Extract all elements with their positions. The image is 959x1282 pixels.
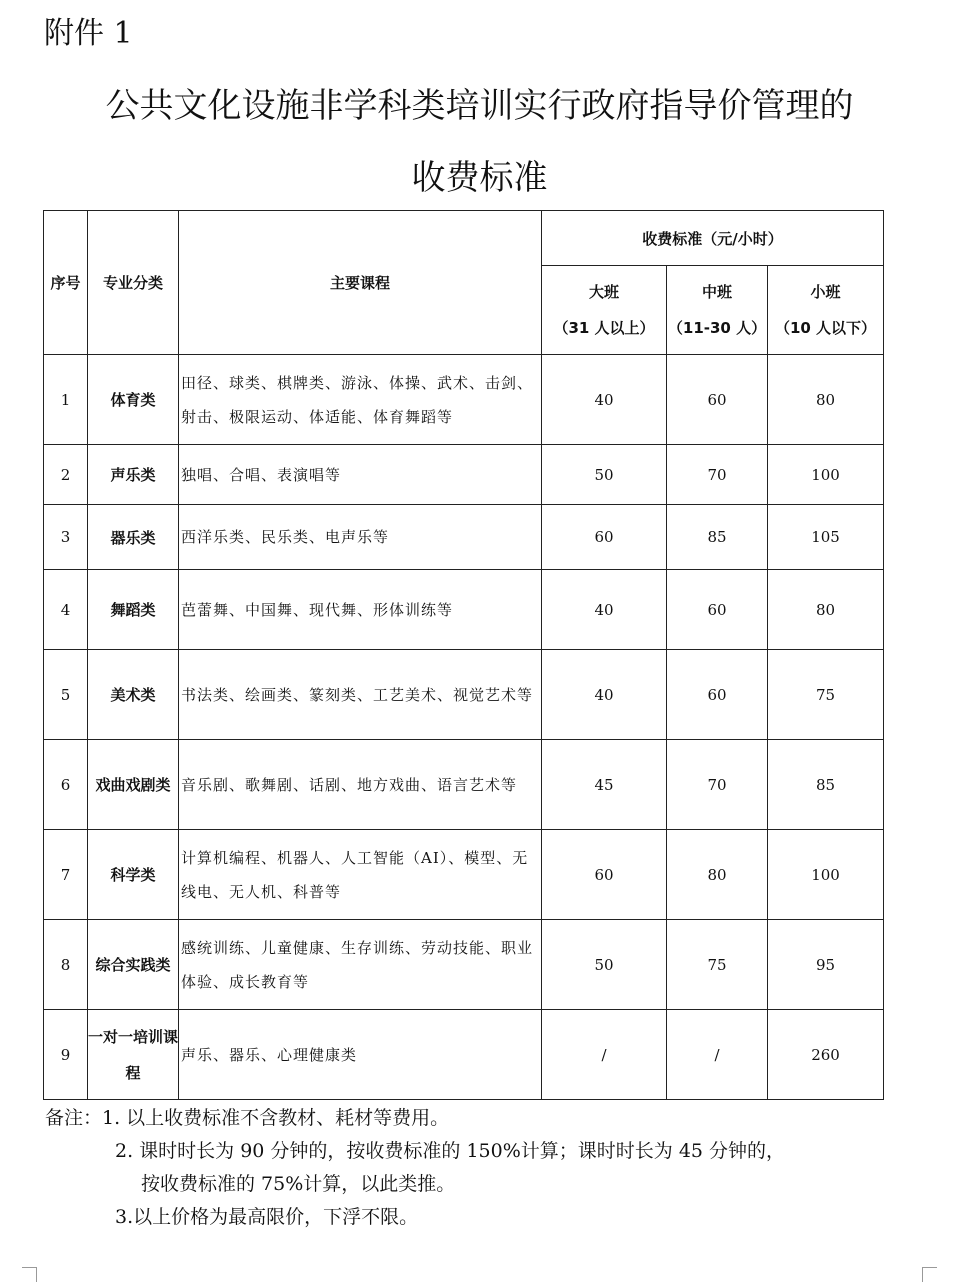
note-3: 3.以上价格为最高限价，下浮不限。 <box>115 1206 419 1228</box>
header-fee-group: 收费标准（元/小时） <box>542 211 884 266</box>
row-medium-fee: 60 <box>667 650 768 740</box>
row-large-fee: 40 <box>542 355 667 445</box>
row-medium-fee: 60 <box>667 570 768 650</box>
table-row <box>44 920 884 1010</box>
row-small-fee: 80 <box>768 355 884 445</box>
large-class-label: 大班 <box>588 283 619 301</box>
row-medium-fee: / <box>667 1010 768 1100</box>
row-seq: 1 <box>44 355 88 445</box>
page-corner-mark-left <box>22 1267 37 1282</box>
page-corner-mark-right <box>922 1267 937 1282</box>
row-medium-fee: 85 <box>667 505 768 570</box>
document-title-line1: 公共文化设施非学科类培训实行政府指导价管理的 <box>105 86 854 126</box>
large-class-note: （31 人以上） <box>553 319 655 337</box>
row-small-fee: 95 <box>768 920 884 1010</box>
row-category: 一对一培训课程 <box>88 1010 179 1100</box>
row-courses: 书法类、绘画类、篆刻类、工艺美术、视觉艺术等 <box>179 650 542 740</box>
row-courses: 田径、球类、棋牌类、游泳、体操、武术、击剑、射击、极限运动、体适能、体育舞蹈等 <box>179 355 542 445</box>
row-seq: 9 <box>44 1010 88 1100</box>
table-row <box>44 355 884 445</box>
notes-label: 备注： <box>45 1107 103 1129</box>
row-category: 综合实践类 <box>88 920 179 1010</box>
row-category: 体育类 <box>88 355 179 445</box>
header-large-class <box>542 266 667 355</box>
table-row <box>44 570 884 650</box>
row-small-fee: 80 <box>768 570 884 650</box>
row-courses: 声乐、器乐、心理健康类 <box>179 1010 542 1100</box>
row-category: 戏曲戏剧类 <box>88 740 179 830</box>
row-large-fee: 60 <box>542 830 667 920</box>
row-small-fee: 105 <box>768 505 884 570</box>
row-large-fee: 40 <box>542 570 667 650</box>
table-row <box>44 740 884 830</box>
row-courses: 西洋乐类、民乐类、电声乐等 <box>179 505 542 570</box>
note-1: 1. 以上收费标准不含教材、耗材等费用。 <box>102 1107 450 1129</box>
row-small-fee: 100 <box>768 445 884 505</box>
row-medium-fee: 70 <box>667 445 768 505</box>
small-class-label: 小班 <box>810 283 841 301</box>
table-row <box>44 1010 884 1100</box>
row-small-fee: 260 <box>768 1010 884 1100</box>
row-category: 舞蹈类 <box>88 570 179 650</box>
document-title-line2: 收费标准 <box>411 158 548 198</box>
row-category: 美术类 <box>88 650 179 740</box>
row-large-fee: / <box>542 1010 667 1100</box>
table-row <box>44 650 884 740</box>
row-large-fee: 60 <box>542 505 667 570</box>
row-courses: 独唱、合唱、表演唱等 <box>179 445 542 505</box>
header-category: 专业分类 <box>88 211 179 355</box>
medium-class-label: 中班 <box>701 283 732 301</box>
row-courses: 芭蕾舞、中国舞、现代舞、形体训练等 <box>179 570 542 650</box>
table-row <box>44 830 884 920</box>
header-seq: 序号 <box>44 211 88 355</box>
row-courses: 计算机编程、机器人、人工智能（AI）、模型、无线电、无人机、科普等 <box>179 830 542 920</box>
row-seq: 7 <box>44 830 88 920</box>
row-large-fee: 50 <box>542 920 667 1010</box>
row-seq: 8 <box>44 920 88 1010</box>
row-category: 器乐类 <box>88 505 179 570</box>
row-seq: 6 <box>44 740 88 830</box>
row-large-fee: 45 <box>542 740 667 830</box>
row-medium-fee: 70 <box>667 740 768 830</box>
row-courses: 音乐剧、歌舞剧、话剧、地方戏曲、语言艺术等 <box>179 740 542 830</box>
notes-section <box>45 1102 785 1234</box>
table-row <box>44 445 884 505</box>
row-large-fee: 40 <box>542 650 667 740</box>
note-line-1 <box>45 1102 785 1135</box>
row-seq: 3 <box>44 505 88 570</box>
table-row <box>44 505 884 570</box>
row-category: 声乐类 <box>88 445 179 505</box>
row-medium-fee: 60 <box>667 355 768 445</box>
row-seq: 5 <box>44 650 88 740</box>
row-seq: 2 <box>44 445 88 505</box>
header-small-class <box>768 266 884 355</box>
header-courses: 主要课程 <box>179 211 542 355</box>
row-courses: 感统训练、儿童健康、生存训练、劳动技能、职业体验、成长教育等 <box>179 920 542 1010</box>
row-medium-fee: 75 <box>667 920 768 1010</box>
note-2a: 2. 课时时长为 90 分钟的，按收费标准的 150%计算；课时时长为 45 分钟的， <box>115 1140 786 1162</box>
medium-class-note: （11-30 人） <box>667 319 767 337</box>
row-small-fee: 85 <box>768 740 884 830</box>
small-class-note: （10 人以下） <box>774 319 877 337</box>
row-seq: 4 <box>44 570 88 650</box>
attachment-label: 附件 1 <box>44 16 133 51</box>
fee-standard-table <box>43 210 884 1100</box>
row-category: 科学类 <box>88 830 179 920</box>
row-large-fee: 50 <box>542 445 667 505</box>
row-small-fee: 75 <box>768 650 884 740</box>
row-medium-fee: 80 <box>667 830 768 920</box>
row-small-fee: 100 <box>768 830 884 920</box>
header-medium-class <box>667 266 768 355</box>
note-2b: 按收费标准的 75%计算，以此类推。 <box>141 1173 456 1195</box>
